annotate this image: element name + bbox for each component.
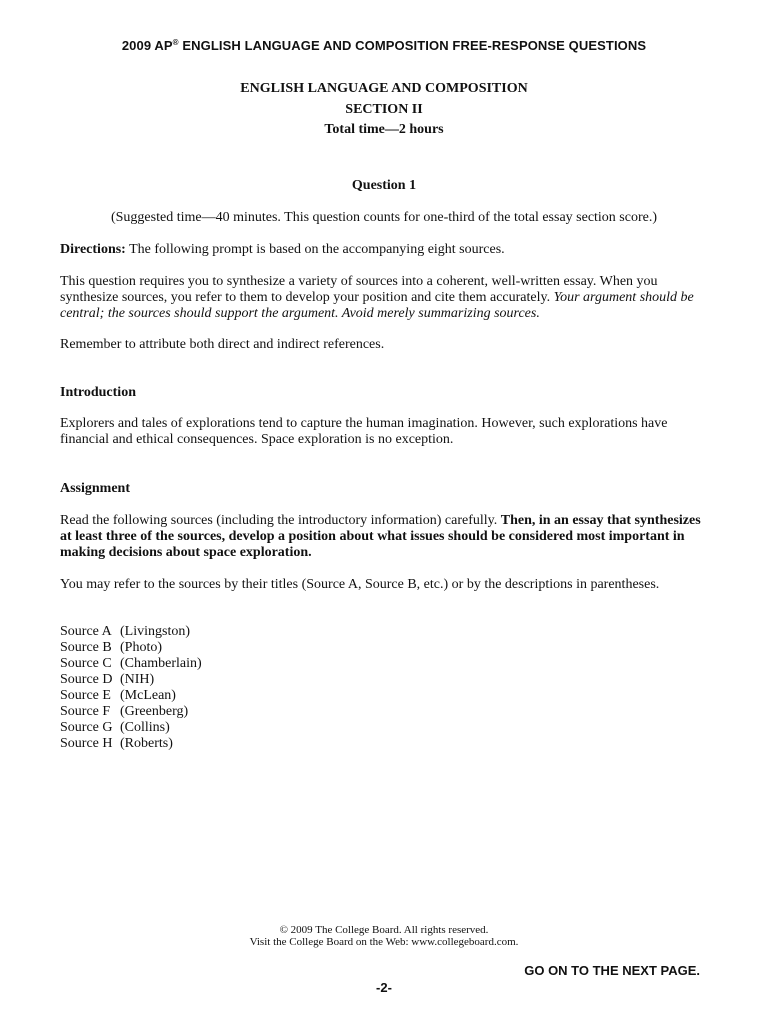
source-desc: (NIH) xyxy=(120,672,155,687)
source-desc: (Photo) xyxy=(120,640,162,655)
go-next-page-label: GO ON TO THE NEXT PAGE. xyxy=(524,963,700,978)
list-item xyxy=(60,704,708,720)
introduction-heading: Introduction xyxy=(60,385,136,400)
course-title: ENGLISH LANGUAGE AND COMPOSITION xyxy=(240,81,528,96)
page-header xyxy=(0,38,768,53)
synthesis-text: This question requires you to synthesize a variety of sources into a coherent, well-written essay. When you synthesize sources, you refer to them to develop your position and cite them accurately. xyxy=(60,274,658,305)
total-time: Total time—2 hours xyxy=(324,122,444,137)
assignment-text-plain: Read the following sources (including the introductory information) carefully. xyxy=(60,513,501,528)
directions-paragraph xyxy=(60,242,708,258)
source-desc: (Roberts) xyxy=(120,736,173,751)
source-label: Source D xyxy=(60,672,113,687)
remember-paragraph: Remember to attribute both direct and indirect references. xyxy=(60,337,385,352)
list-item xyxy=(60,672,708,688)
source-desc: (McLean) xyxy=(120,688,176,703)
directions-label: Directions: xyxy=(60,242,126,257)
source-label: Source F xyxy=(60,704,111,719)
question-title: Question 1 xyxy=(351,178,417,193)
list-item xyxy=(60,688,708,704)
source-label: Source A xyxy=(60,624,112,639)
source-label: Source B xyxy=(60,640,112,655)
synthesis-paragraph xyxy=(60,274,708,322)
visit-line: Visit the College Board on the Web: www.collegeboard.com. xyxy=(249,936,519,948)
source-label: Source G xyxy=(60,720,113,735)
list-item xyxy=(60,720,708,736)
page-number: -2- xyxy=(376,980,392,995)
list-item xyxy=(60,736,708,752)
header-prefix: 2009 AP xyxy=(121,38,173,53)
source-label: Source E xyxy=(60,688,111,703)
assignment-heading: Assignment xyxy=(60,481,131,496)
assignment-text-bold: Then, in an essay that synthesizes at least three of the sources, develop a position about what issues should be considered most important in making decisions about space exploration. xyxy=(60,513,701,560)
source-desc: (Greenberg) xyxy=(120,704,189,719)
registered-mark: ® xyxy=(172,38,179,47)
source-desc: (Chamberlain) xyxy=(120,656,202,671)
source-list xyxy=(60,624,708,752)
list-item xyxy=(60,656,708,672)
footer-copyright xyxy=(0,924,768,948)
source-label: Source C xyxy=(60,656,112,671)
header-suffix: ENGLISH LANGUAGE AND COMPOSITION FREE-RESPONSE QUESTIONS xyxy=(178,38,647,53)
list-item xyxy=(60,624,708,640)
source-desc: (Livingston) xyxy=(120,624,190,639)
directions-text: The following prompt is based on the accompanying eight sources. xyxy=(125,242,505,257)
synthesis-italic: Your argument should be central; the sources should support the argument. Avoid merely summarizing sources. xyxy=(60,290,694,321)
refer-paragraph: You may refer to the sources by their titles (Source A, Source B, etc.) or by the descriptions in parentheses. xyxy=(60,577,660,592)
assignment-paragraph xyxy=(60,513,708,561)
copyright-line: © 2009 The College Board. All rights reserved. xyxy=(279,924,489,936)
introduction-text: Explorers and tales of explorations tend to capture the human imagination. However, such explorations have financial and ethical consequences. Space exploration is no exception. xyxy=(60,416,668,447)
source-desc: (Collins) xyxy=(120,720,170,735)
source-label: Source H xyxy=(60,736,113,751)
list-item xyxy=(60,640,708,656)
section-label: SECTION II xyxy=(345,102,423,117)
suggested-time: (Suggested time—40 minutes. This question counts for one-third of the total essay section score.) xyxy=(110,210,658,225)
